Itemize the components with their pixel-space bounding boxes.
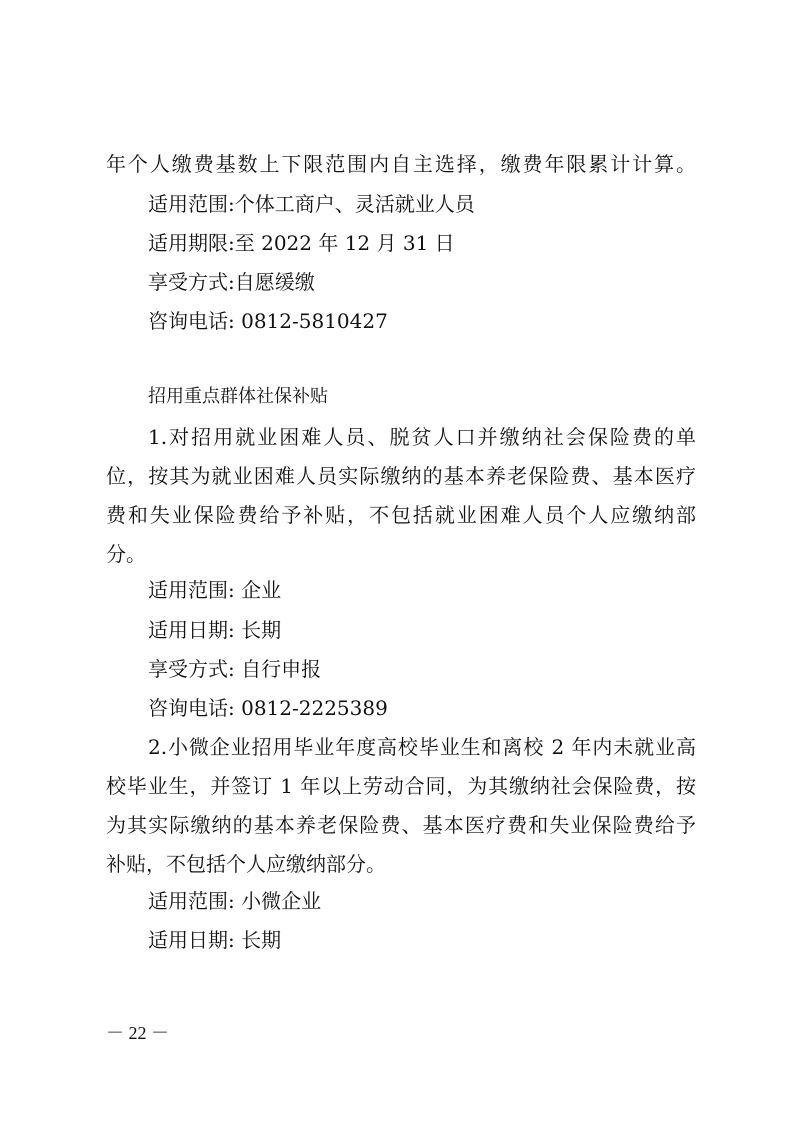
item1-method: 享受方式: 自行申报 — [148, 657, 322, 681]
item1-line-4: 分。 — [106, 542, 146, 566]
intro-method: 享受方式:自愿缓缴 — [148, 270, 315, 294]
item1-line-1: 1.对招用就业困难人员、脱贫人口并缴纳社会保险费的单 — [148, 425, 696, 449]
intro-scope: 适用范围:个体工商户、灵活就业人员 — [148, 192, 475, 216]
item1-date: 适用日期: 长期 — [148, 618, 282, 642]
item1-scope: 适用范围: 企业 — [148, 578, 282, 602]
intro-period: 适用期限:至 2022 年 12 月 31 日 — [148, 231, 455, 255]
item2-line-1: 2.小微企业招用毕业年度高校毕业生和离校 2 年内未就业高 — [148, 735, 696, 759]
item2-date: 适用日期: 长期 — [148, 928, 282, 952]
intro-continuation-line: 年个人缴费基数上下限范围内自主选择，缴费年限累计计算。 — [106, 152, 696, 176]
intro-phone: 咨询电话: 0812-5810427 — [148, 309, 388, 333]
item1-phone: 咨询电话: 0812-2225389 — [148, 696, 388, 720]
item2-line-4: 补贴，不包括个人应缴纳部分。 — [106, 852, 386, 876]
item1-line-2: 位，按其为就业困难人员实际缴纳的基本养老保险费、基本医疗 — [106, 464, 696, 488]
section-title: 招用重点群体社保补贴 — [148, 386, 328, 407]
page-number: － 22 － — [106, 1023, 169, 1043]
item2-line-2: 校毕业生，并签订 1 年以上劳动合同，为其缴纳社会保险费，按 — [106, 774, 696, 798]
item2-line-3: 为其实际缴纳的基本养老保险费、基本医疗费和失业保险费给予 — [106, 813, 696, 837]
item1-line-3: 费和失业保险费给予补贴，不包括就业困难人员个人应缴纳部 — [106, 503, 696, 527]
item2-scope: 适用范围: 小微企业 — [148, 889, 322, 913]
